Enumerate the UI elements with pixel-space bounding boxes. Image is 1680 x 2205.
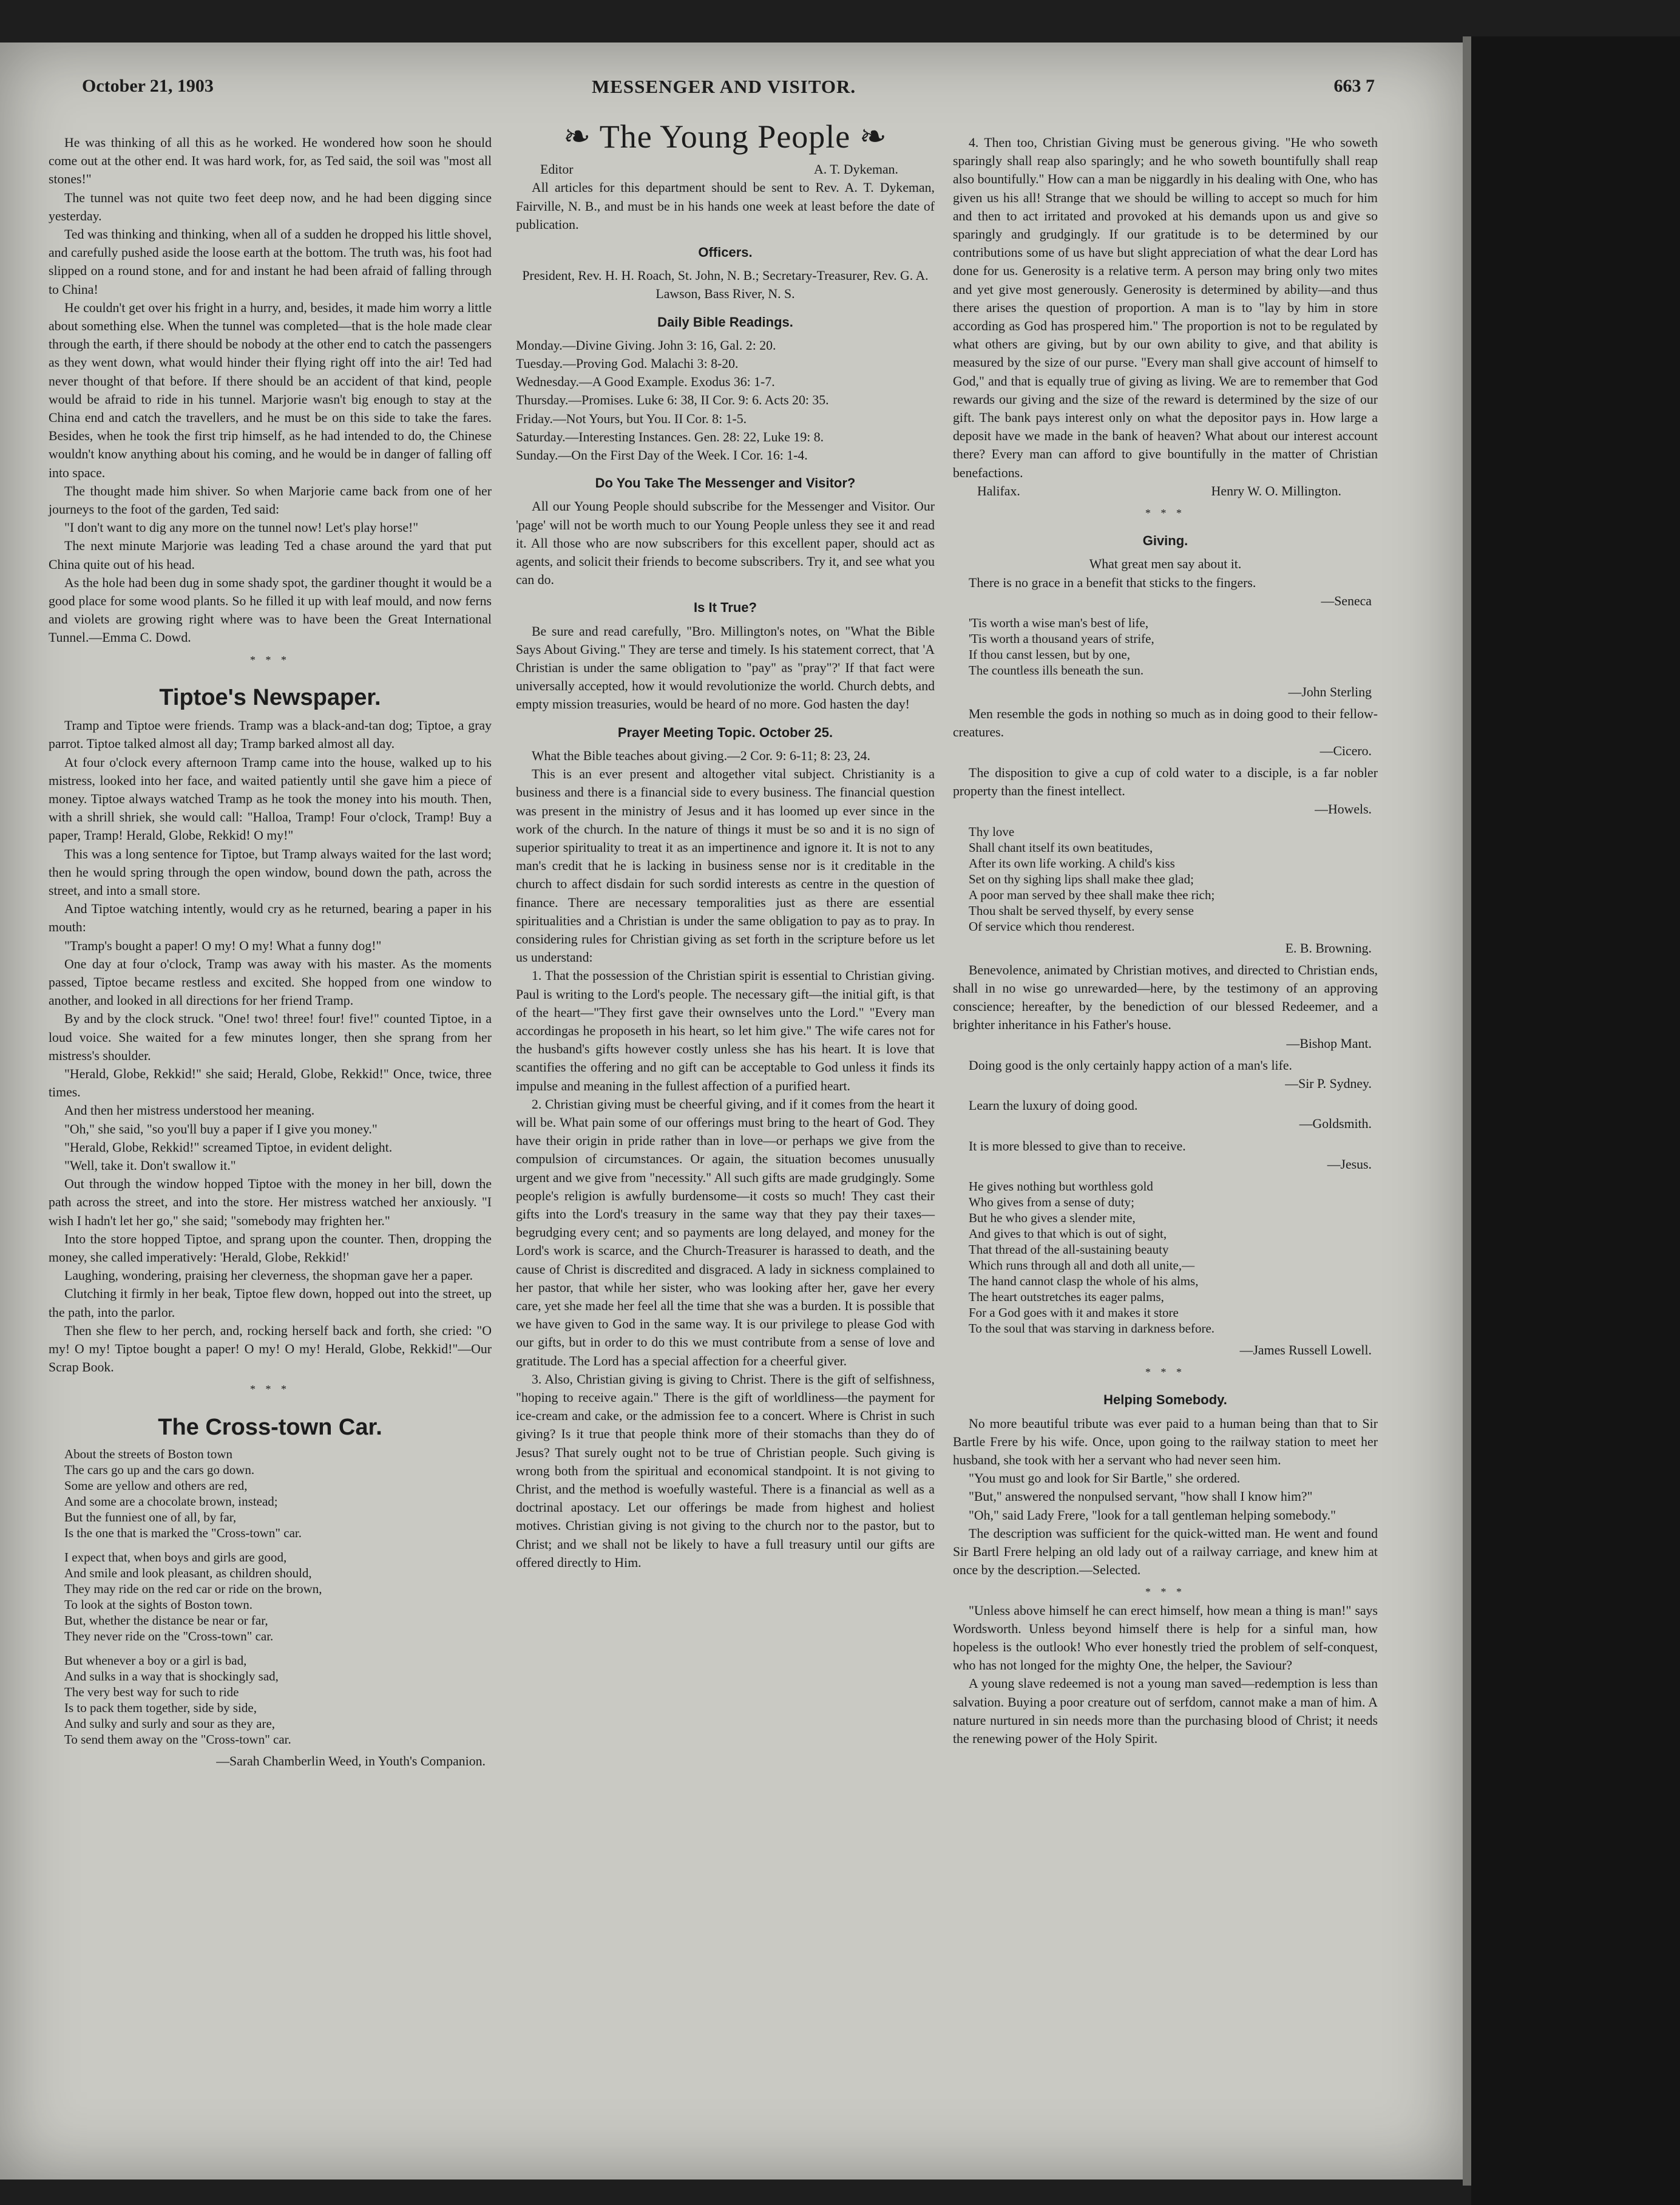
page-spine-edge <box>1463 36 1471 2186</box>
editor-line <box>516 160 935 178</box>
quote-attribution: —Cicero. <box>1319 743 1372 758</box>
poem-line: A poor man served by thee shall make thee rich; <box>969 887 1215 902</box>
paragraph: And Tiptoe watching intently, would cry as he returned, bearing a paper in his mouth: <box>49 902 492 935</box>
quote-attribution: —Goldsmith. <box>1299 1116 1372 1132</box>
poem-line: And sulky and surly and sour as they are, <box>64 1716 276 1731</box>
paragraph: The thought made him shiver. So when Marjorie came back from one of her journeys to the foot of the garden, Ted said: <box>49 483 492 517</box>
paragraph: No more beautiful tribute was ever paid to a human being than that to Sir Bartle Frere by his wife. Once, upon going to the railway station to meet her husband, she took with her a servant who had never seen him. <box>953 1416 1378 1467</box>
poem-line: To the soul that was starving in darkness before. <box>969 1320 1215 1336</box>
paragraph: Be sure and read carefully, "Bro. Millington's notes, on "What the Bible Says About Giving." They are terse and timely. Is his statement correct, that 'A Christian is under the same obligation to "pay" as "pray"?' If that fact were universally accepted, how it would revolutionize the world. Church debts, and empty mission treasuries, would be heard of no more. God hasten the day! <box>516 623 935 712</box>
quote: Doing good is the only certainly happy action of a man's life. <box>969 1058 1292 1073</box>
headline-tiptoe: Tiptoe's Newspaper. <box>159 684 381 710</box>
paragraph: And then her mistress understood her meaning. <box>64 1103 315 1118</box>
poem-line: But whenever a boy or a girl is bad, <box>64 1653 247 1668</box>
reading-line: Sunday.—On the First Day of the Week. I Cor. 16: 1-4. <box>516 448 808 463</box>
paragraph: He was thinking of all this as he worked. He wondered how soon he should come out at the other end. It was hard work, for, as Ted said, the soil was "most all stones!" <box>49 135 492 187</box>
paragraph: "Oh," said Lady Frere, "look for a tall gentleman helping somebody." <box>969 1507 1336 1523</box>
signature-line <box>953 482 1378 500</box>
poem-cross-town-car <box>64 1446 492 1747</box>
poem-line: They may ride on the red car or ride on the brown, <box>64 1581 322 1596</box>
paragraph: All our Young People should subscribe for the Messenger and Visitor. Our 'page' will not be worth much to our Young People unless they see it and read it. All those who are now subscribers for this excellent paper, should act as agents, and solicit their friends to become subscribers. Try it, and see what you can do. <box>516 499 935 588</box>
verse <box>969 824 1378 934</box>
verse <box>969 1178 1378 1336</box>
paragraph: "Herald, Globe, Rekkid!" screamed Tiptoe, in evident delight. <box>64 1140 393 1155</box>
paragraph: "Well, take it. Don't swallow it." <box>64 1158 236 1173</box>
paragraph: The tunnel was not quite two feet deep now, and he had been digging since yesterday. <box>49 190 492 223</box>
paragraph: "But," answered the nonpulsed servant, "how shall I know him?" <box>969 1489 1313 1504</box>
section-divider: * * * <box>1145 1366 1185 1379</box>
quote-attribution: —Jesus. <box>1327 1157 1372 1172</box>
heading-giving: Giving. <box>1142 533 1188 549</box>
heading-do-you-take: Do You Take The Messenger and Visitor? <box>595 475 856 491</box>
quote-attribution: —Sir P. Sydney. <box>1285 1076 1372 1091</box>
poem-line: They never ride on the "Cross-town" car. <box>64 1628 274 1643</box>
reading-line: Wednesday.—A Good Example. Exodus 36: 1-7. <box>516 375 775 390</box>
paragraph: Out through the window hopped Tiptoe with the money in her bill, down the path across the street, and into the store. Her mistress watched her anxiously. "I wish I hadn't let her go," she said; "somebody may frighten her." <box>49 1177 492 1228</box>
paragraph: "Oh," she said, "so you'll buy a paper if I give you money." <box>64 1121 378 1136</box>
newspaper-page <box>0 42 1463 2180</box>
quote: There is no grace in a benefit that sticks to the fingers. <box>969 575 1256 590</box>
poem-line: Set on thy sighing lips shall make thee glad; <box>969 871 1194 886</box>
poem-line: And gives to that which is out of sight, <box>969 1226 1167 1241</box>
leaf-ornament-icon: ❧ <box>563 118 600 155</box>
reading-line: Monday.—Divine Giving. John 3: 16, Gal. 2: 20. <box>516 338 776 353</box>
poem-line: The countless ills beneath the sun. <box>969 663 1144 678</box>
section-divider: * * * <box>250 1383 290 1396</box>
heading-is-it-true: Is It True? <box>694 600 757 616</box>
quote-attribution: —Bishop Mant. <box>1286 1036 1372 1051</box>
poem-line: Thy love <box>969 824 1015 839</box>
column-left <box>49 134 492 1774</box>
editor-label: Editor <box>540 162 574 177</box>
heading-prayer-meeting: Prayer Meeting Topic. October 25. <box>617 724 833 740</box>
quote: Benevolence, animated by Christian motives, and directed to Christian ends, shall in no wise go unrewarded—here, by the testimony of an approving conscience; hereafter, by the benediction of our blessed Redeemer, and a brighter inheritance in his Father's house. <box>953 962 1378 1033</box>
signature-name: Henry W. O. Millington. <box>1211 483 1341 498</box>
dark-background <box>1471 36 1680 2205</box>
poem-line: The heart outstretches its eager palms, <box>969 1289 1164 1304</box>
paragraph: Into the store hopped Tiptoe, and sprang upon the counter. Then, dropping the money, she called imperatively: 'Herald, Globe, Rekkid!' <box>49 1231 492 1265</box>
poem-line: For a God goes with it and makes it store <box>969 1305 1179 1320</box>
poem-line: The hand cannot clasp the whole of his alms, <box>969 1273 1199 1288</box>
paragraph: Tramp and Tiptoe were friends. Tramp was a black-and-tan dog; Tiptoe, a gray parrot. Tiptoe talked almost all day; Tramp barked almost all day. <box>49 718 492 752</box>
officers-text: President, Rev. H. H. Roach, St. John, N. B.; Secretary-Treasurer, Rev. G. A. Lawson, Bass River, N. S. <box>522 268 929 302</box>
paragraph: 4. Then too, Christian Giving must be generous giving. "He who soweth sparingly shall reap also sparingly; and he who soweth bountifully shall reap also bountifully." How can a man be niggardly in his dealing with One, who has given us his all! Strange that we should be willing to accept so much for him and then to act irritated and provoked at his demands upon us and give so sparingly and grudgingly. If our gratitude is to be determined by our contributions some of us have but slight appreciation of what the dear Lord has done for us. Generosity is a relative term. A person may bring only two mites and yet give most generously. Generosity is determined by ability—and thus there arises the question of proportion. A man is to "lay by him in store according as God has prospered him." The proportion is not to be regulated by what others are giving, but by our own ability to give, and that ability is measured by the size of our purse. "Every man shall give account of himself to God," and that is equally true of giving as living. We are to remember that God rewards our giving and the size of the reward is determined by the size of our gift. The bank pays interest only on what the depositor pays in. How large a deposit have we made in the bank of heaven? What about our interest account there? Every man can afford to give bountifully in the matter of Christian benefactions. <box>953 135 1378 480</box>
poem-line: Who gives from a sense of duty; <box>969 1194 1134 1209</box>
section-masthead <box>516 118 935 155</box>
poem-line: The cars go up and the cars go down. <box>64 1462 255 1477</box>
paragraph: "You must go and look for Sir Bartle," she ordered. <box>969 1471 1241 1486</box>
paragraph: 3. Also, Christian giving is giving to Christ. There is the gift of selfishness, "hoping to receive again." There is the gift of worldliness—the payment for ice-cream and cake, or the admission fee to a concert. Where is Christ in such giving? Is it true that people think more of their stomachs than they do of Jesus? That surely ought not to be true of Christian people. Such giving is wrong both from the spiritual and economical standpoint. It is not giving to Christ, and the method is woefully wasteful. There is a financial as well as a doctrinal apostacy. Let our offerings be made from highest and holiest motives. Christian giving is not giving to the church nor to the pastor, but to Christ; and we shall not be likely to have a full treasury until our gifts are offered directly to Him. <box>516 1371 935 1570</box>
paragraph: Then she flew to her perch, and, rocking herself back and forth, she cried: "O my! O my! Tiptoe bought a paper! O my! O my! Herald, Globe, Rekkid!"—Our Scrap Book. <box>49 1323 492 1375</box>
poem-line: About the streets of Boston town <box>64 1446 233 1461</box>
quote: The disposition to give a cup of cold water to a disciple, is a far nobler property than the finest intellect. <box>953 765 1378 799</box>
paragraph: "Herald, Globe, Rekkid!" she said; Herald, Globe, Rekkid!" Once, twice, three times. <box>49 1066 492 1100</box>
heading-officers: Officers. <box>698 245 753 260</box>
prayer-topic: What the Bible teaches about giving.—2 Cor. 9: 6-11; 8: 23, 24. <box>532 748 870 763</box>
poem-attribution: —Sarah Chamberlin Weed, in Youth's Companion. <box>216 1753 486 1768</box>
leaf-ornament-icon: ❧ <box>850 118 888 155</box>
quote-attribution: —John Sterling <box>1288 685 1372 700</box>
paragraph: By and by the clock struck. "One! two! three! four! five!" counted Tiptoe, in a loud voice. She waited for a few minutes longer, then she sprang from her mistress's shoulder. <box>49 1011 492 1063</box>
reading-line: Saturday.—Interesting Instances. Gen. 28: 22, Luke 19: 8. <box>516 429 824 444</box>
poem-line: After its own life working. A child's kiss <box>969 855 1175 871</box>
poem-line: If thou canst lessen, but by one, <box>969 647 1130 662</box>
paragraph: Laughing, wondering, praising her cleverness, the shopman gave her a paper. <box>64 1268 473 1283</box>
poem-line: That thread of the all-sustaining beauty <box>969 1242 1169 1257</box>
poem-line: He gives nothing but worthless gold <box>969 1178 1153 1194</box>
paragraph: Clutching it firmly in her beak, Tiptoe flew down, hopped out into the street, up the path, into the parlor. <box>49 1286 492 1320</box>
poem-line: To send them away on the "Cross-town" car. <box>64 1731 291 1747</box>
poem-line: Some are yellow and others are red, <box>64 1478 248 1493</box>
poem-line: 'Tis worth a wise man's best of life, <box>969 616 1149 631</box>
poem-line: But, whether the distance be near or far, <box>64 1612 268 1628</box>
quote: It is more blessed to give than to receive. <box>969 1138 1186 1153</box>
heading-daily-readings: Daily Bible Readings. <box>657 314 793 330</box>
reading-line: Thursday.—Promises. Luke 6: 38, II Cor. 9: 6. Acts 20: 35. <box>516 393 829 408</box>
quote-attribution: —James Russell Lowell. <box>1239 1342 1372 1357</box>
paragraph: One day at four o'clock, Tramp was away with his master. As the moments passed, Tiptoe became restless and excited. She hopped from one window to another, and looked in all directions for her friend Tramp. <box>49 956 492 1008</box>
column-right <box>953 134 1378 1748</box>
paragraph: "Tramp's bought a paper! O my! O my! What a funny dog!" <box>64 938 382 953</box>
poem-line: And some are a chocolate brown, instead; <box>64 1493 278 1509</box>
issue-date: October 21, 1903 <box>82 76 214 96</box>
poem-line: Is the one that is marked the "Cross-town" car. <box>64 1525 302 1540</box>
column-middle <box>516 118 935 1572</box>
paragraph: "Unless above himself he can erect himself, how mean a thing is man!" says Wordsworth. Unless beyond himself there is help for a sinful man, how hopeless is the outlook! Who ever honestly tried the problem of self-conquest, who has not longed for the mighty One, the helper, the Saviour? <box>953 1603 1378 1673</box>
paragraph: The description was sufficient for the quick-witted man. He went and found Sir Bartl Frere helping an old lady out of a railway carriage, and knew him at once by the description.—Selected. <box>953 1526 1378 1578</box>
paragraph: 2. Christian giving must be cheerful giving, and if it comes from the heart it will be. What pain some of our offerings must bring to the heart of God. They have their origin in pride rather than in love—or perhaps we give from the compulsion of circumstances. Or again, the situation becomes unusually urgent and we give from "necessity." All such gifts are made grudgingly. Some people's religion is awfully burdensome—it costs so much! They cast their gifts into the Lord's treasury in the same way that they pay their taxes—begrudging every cent; and so payments are long delayed, and money for the Lord's work is scarce, and the Church-Treasurer is harassed to death, and the cause of Christ is discredited and disgraced. A lady in sickness complained to her pastor, that while her sister, who was looking after her, gave her every care, yet she made her feel all the time that she was a burden. It is possible that we have given to God in the same way. It is our privilege to please God with our gifts, but in order to do this we must contribute from a sense of love and gratitude. The Lord has a special affection for a cheerful giver. <box>516 1096 935 1368</box>
quote-attribution: —Howels. <box>1315 802 1372 817</box>
quote: Learn the luxury of doing good. <box>969 1098 1138 1113</box>
paragraph: He couldn't get over his fright in a hurry, and, besides, it made him worry a little about something else. When the tunnel was completed—that is the hole made clear through the earth, if there should be nobody at the other end to catch the passengers as they went down, what would hinder their flying right off into the air! Ted had never thought of that before. If there should be an accident of that kind, people would be afraid to ride in his tunnel. Marjorie wasn't big enough to stay at the China end and catch the travellers, and he must be on this side to take the fares. Besides, when he took the first trip himself, as he had intended to do, the Chinese wouldn't know anything about his coming, and he would be in danger of falling off into space. <box>49 300 492 480</box>
poem-line: But the funniest one of all, by far, <box>64 1509 237 1524</box>
poem-line: And smile and look pleasant, as children should, <box>64 1565 312 1580</box>
section-divider: * * * <box>250 653 290 666</box>
signature-place: Halifax. <box>977 483 1020 498</box>
paragraph: Ted was thinking and thinking, when all of a sudden he dropped his little shovel, and carefully pushed aside the loose earth at the bottom. The truth was, his foot had slipped on a round stone, and for and instant he had been afraid of falling through to China! <box>49 227 492 297</box>
section-divider: * * * <box>1145 507 1185 520</box>
poem-line: And sulks in a way that is shockingly sad, <box>64 1668 279 1683</box>
heading-helping-somebody: Helping Somebody. <box>1103 1392 1227 1408</box>
stanza-gap <box>64 1541 492 1549</box>
quote-attribution: —Seneca <box>1321 593 1372 608</box>
paragraph: As the hole had been dug in some shady spot, the gardiner thought it would be a good place for some wood plants. So he filled it up with leaf mould, and now ferns and violets are growing right where was to have been the Great International Tunnel.—Emma C. Dowd. <box>49 575 492 645</box>
editor-name: A. T. Dykeman. <box>813 162 898 177</box>
quote-attribution: E. B. Browning. <box>1285 940 1372 956</box>
quote: Men resemble the gods in nothing so much as in doing good to their fellow-creatures. <box>953 707 1378 740</box>
verse <box>969 615 1378 678</box>
poem-line: To look at the sights of Boston town. <box>64 1597 253 1612</box>
poem-line: Which runs through all and doth all unite,— <box>969 1257 1195 1272</box>
paragraph: A young slave redeemed is not a young man saved—redemption is less than salvation. Buying a poor creature out of serfdom, cannot make a man of him. A nature nurtured in sin needs more than the purchasing blood of Christ; it needs the renewing power of the Holy Spirit. <box>953 1676 1378 1746</box>
paragraph: All articles for this department should be sent to Rev. A. T. Dykeman, Fairville, N. B., and must be in his hands one week at least before the date of publication. <box>516 180 935 232</box>
poem-line: But he who gives a slender mite, <box>969 1210 1136 1225</box>
poem-line: Shall chant itself its own beatitudes, <box>969 840 1153 855</box>
page-header <box>82 76 1375 112</box>
poem-line: I expect that, when boys and girls are good, <box>64 1549 287 1565</box>
reading-line: Tuesday.—Proving God. Malachi 3: 8-20. <box>516 356 739 372</box>
poem-line: Of service which thou renderest. <box>969 919 1135 934</box>
reading-line: Friday.—Not Yours, but You. II Cor. 8: 1-5. <box>516 411 747 426</box>
masthead-title: The Young People <box>599 118 851 155</box>
poem-line: 'Tis worth a thousand years of strife, <box>969 631 1154 647</box>
paragraph: This is an ever present and altogether vital subject. Christianity is a business and there is a financial side to every business. The financial question was present in the ministry of Jesus and it has loomed up ever since in the work of the church. In the nature of things it must be so and it is no sign of superior spirituality to treat it as an impertinence and ignore it. It is not to any man's credit that he is lacking in business sense nor is it creditable in the church to affect disdain for such sordid interests as centre in the question of finance. There are necessary temporalities just as there are essential spiritualities and a Christian is under the same obligation to pay as to pray. In considering rules for Christian giving as set forth in the scripture before us let us understand: <box>516 767 935 965</box>
paragraph: "I don't want to dig any more on the tunnel now! Let's play horse!" <box>64 520 419 535</box>
headline-cross-town-car: The Cross-town Car. <box>158 1414 382 1440</box>
paragraph: At four o'clock every afternoon Tramp came into the house, walked up to his mistress, looked into her face, and waited patiently until she gave him a piece of money. Tiptoe always watched Tramp as he took the money into his mouth. Then, with a shrill shriek, she would call: "Halloa, Tramp! Four o'clock, Tramp! Buy a paper, Tramp! Herald, Globe, Rekkid! O my!" <box>49 755 492 843</box>
poem-line: Is to pack them together, side by side, <box>64 1700 257 1715</box>
newspaper-title: MESSENGER AND VISITOR. <box>592 76 856 97</box>
paragraph: 1. That the possession of the Christian spirit is essential to Christian giving. Paul is writing to the Lord's people. The necessary gift—the initial gift, is that of the heart—"They first gave their ownselves unto the Lord." "Every man accordingas he proposeth in his heart, so let him give." The wife cares not for the husband's gifts however costly unless she has his heart. It is love that scantifies the offering and no gift can be acceptable to God unless it finds its impulse and meaning in the fullest affection of a purified heart. <box>516 968 935 1093</box>
section-divider: * * * <box>1145 1586 1185 1599</box>
paragraph: The next minute Marjorie was leading Ted a chase around the yard that put China quite out of his head. <box>49 539 492 572</box>
poem-line: The very best way for such to ride <box>64 1684 239 1699</box>
paragraph: This was a long sentence for Tiptoe, but Tramp always waited for the last word; then he would spring through the open window, bound down the path, across the street, and into a small store. <box>49 846 492 898</box>
subheading: What great men say about it. <box>1089 557 1242 572</box>
page-number: 663 7 <box>1333 76 1375 96</box>
poem-line: Thou shalt be served thyself, by every sense <box>969 903 1194 918</box>
stanza-gap <box>64 1644 492 1653</box>
